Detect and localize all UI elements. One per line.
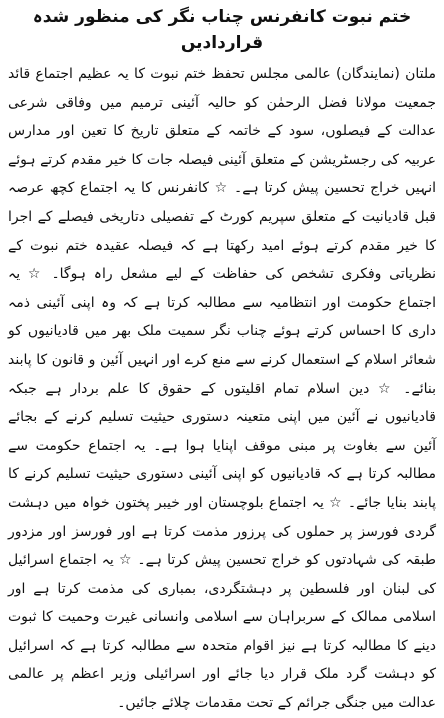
- article-headline: ختم نبوت کانفرنس چناب نگر کی منظور شدہ قراردادیں: [32, 7, 412, 53]
- article-body: ملتان (نمایندگان) عالمی مجلس تحفظ ختم نبوت کا یہ عظیم اجتماع قائد جمعیت مولانا فضل الرحمٰن کو حالیہ آئینی ترمیم میں وفاقی شرعی عدالت کے فیصلوں، سود کے خاتمہ کے متعلق تاریخ کا تعین اور مدارس عربیہ کی رجسٹریشن کے متعلق آئینی فیصلہ جات کا خیر مقدم کرتے ہوئے انہیں خراج تحسین پیش کرتا ہے۔ ☆ کانفرنس کا یہ اجتماع کچھ عرصہ قبل قادیانیت کے متعلق سپریم کورٹ کے تفصیلی دتاریخی فیصلے کے اجرا کا خیر مقدم کرتے ہوئے امید رکھتا ہے کہ فیصلہ عقیدہ ختم نبوت کے نظریاتی وفکری تشخص کی حفاظت کے لیے مشعل راہ ہوگا۔ ☆ یہ اجتماع حکومت اور انتظامیہ سے مطالبہ کرتا ہے کہ وہ اپنی آئینی ذمہ داری کا احساس کرتے ہوئے چناب نگر سمیت ملک بھر میں قادیانیوں کو شعائر اسلام کے استعمال کرنے سے منع کرے اور انہیں آئین و قانون کا پابند بنائے۔ ☆ دین اسلام تمام اقلیتوں کے حقوق کا علم بردار ہے جبکہ قادیانیوں نے آئین میں اپنی متعینہ دستوری حیثیت تسلیم کرنے کے بجائے آئین سے بغاوت پر مبنی موقف اپنایا ہوا ہے۔ یہ اجتماع حکومت سے مطالبہ کرتا ہے کہ قادیانیوں کو اپنی آئینی دستوری حیثیت تسلیم کرنے کا پابند بنایا جائے۔ ☆ یہ اجتماع بلوچستان اور خیبر پختون خواہ میں دہشت گردی فورسز پر حملوں کی پرزور مذمت کرتا ہے اور فورسز اور مزدور طبقہ کی شہادتوں کو خراج تحسین پیش کرتا ہے۔ ☆ یہ اجتماع اسرائیل کی لبنان اور فلسطین پر دہشتگردی، بمباری کی مذمت کرتا ہے اور اسلامی ممالک کے سربراہان سے اسلامی وانسانی غیرت وحمیت کا ثبوت دینے کا مطالبہ کرتا ہے نیز اقوام متحدہ سے مطالبہ کرتا ہے کہ اسرائیل کو دہشت گرد ملک قرار دیا جائے اور اسرائیلی وزیر اعظم پر عالمی عدالت میں جنگی جرائم کے تحت مقدمات چلائے جائیں۔: [8, 66, 436, 712]
